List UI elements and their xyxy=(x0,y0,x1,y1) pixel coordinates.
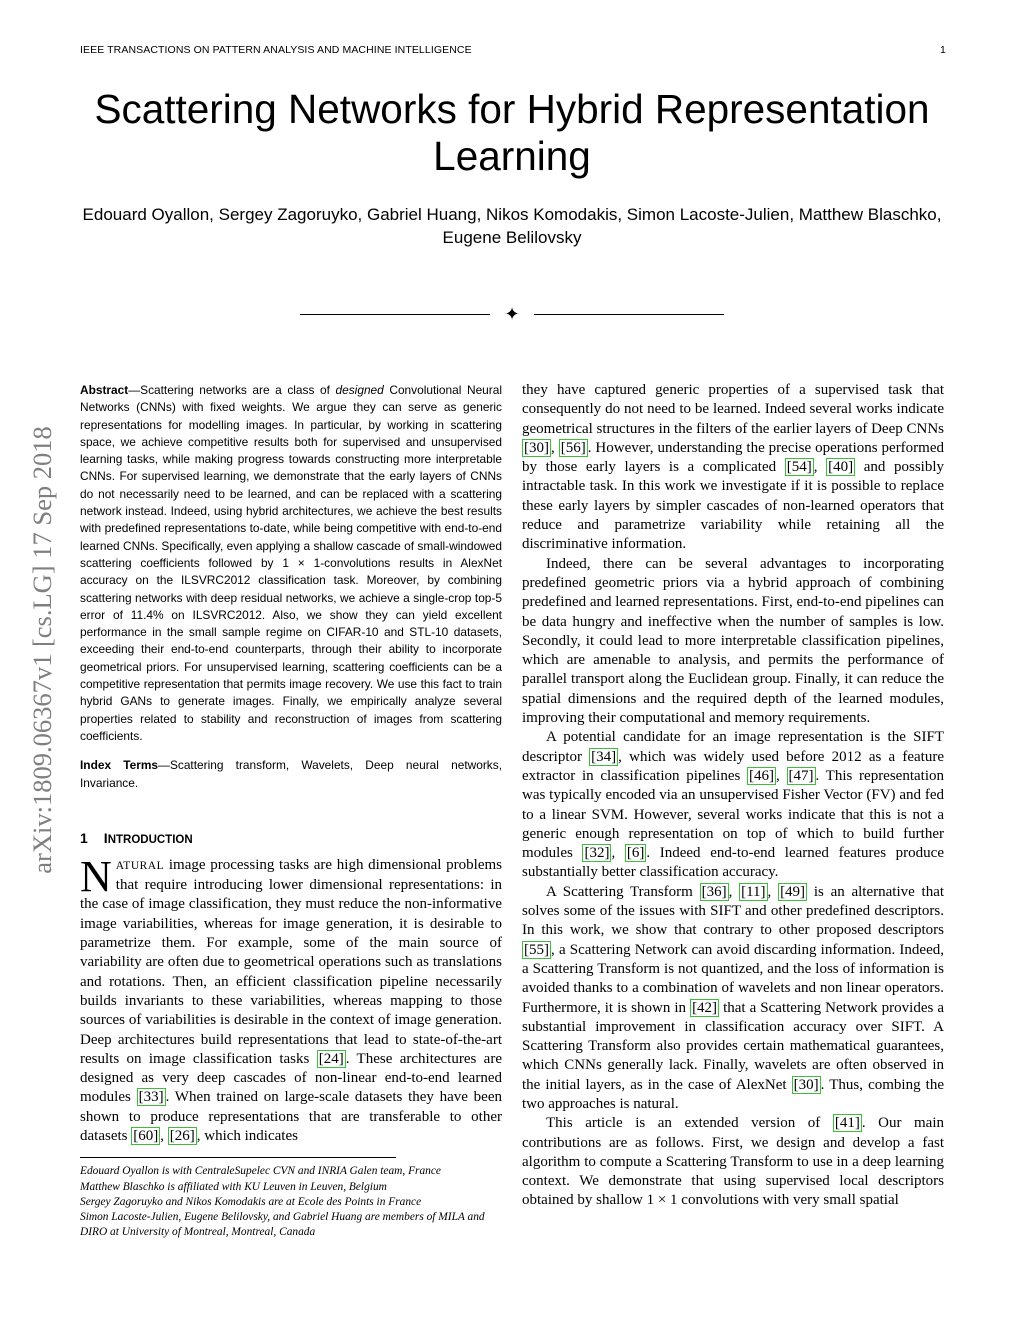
affiliation-footnote: Simon Lacoste-Julien, Eugene Belilovsky, and Gabriel Huang are members of MILA and DIRO at University of Montreal, Montreal, Canada xyxy=(80,1211,485,1239)
math-inline: 11.4% xyxy=(130,607,164,622)
citation-link[interactable]: [6] xyxy=(626,845,645,862)
intro-paragraph: NATURAL image processing tasks are high dimensional problems that require introducing lower dimensional representations: in the case of image classification, they must reduce the non-informative image variabilities, whereas for image generation, it is desirable to parametrize them. For example, some of the main source of variability are often due to geometrical operations such as translations and rotations. Then, an efficient classification pipeline necessarily builds invariants to these variabilities, whereas mapping to those sources of variabilities is desirable in the context of image generation. Deep architectures build representations that lead to state-of-the-art results on image classification tasks [24] . These architectures are designed as very deep cascades of non-linear end-to-end learned modules [33] . When trained on large-scale datasets they have been shown to produce representations that are transferable to other datasets [60] , [26] , which indicates xyxy=(80,851,502,1144)
citation-link[interactable]: [32] xyxy=(584,845,610,862)
citation-link[interactable]: [33] xyxy=(138,1089,164,1106)
citation-link[interactable]: [34] xyxy=(591,748,617,765)
journal-name: IEEE TRANSACTIONS ON PATTERN ANALYSIS AND MACHINE INTELLIGENCE xyxy=(80,44,472,56)
affiliation-footnote: Edouard Oyallon is with CentraleSupelec CVN and INRIA Galen team, France xyxy=(80,1165,441,1178)
section-heading-introduction: 1 INTRODUCTION xyxy=(80,829,193,846)
abstract-label: Abstract xyxy=(80,383,129,397)
arxiv-stamp: arXiv:1809.06367v1 [cs.LG] 17 Sep 2018 xyxy=(27,426,57,874)
abstract-emphasis: designed xyxy=(335,383,384,397)
running-header xyxy=(80,44,946,56)
index-terms: Index Terms—Scattering transform, Wavelets, Deep neural networks, Invariance. xyxy=(80,758,502,790)
page-number: 1 xyxy=(940,44,946,56)
abstract: Abstract—Scattering networks are a class of designed Convolutional Neural Networks (CNNs) with fixed weights. We argue they can serve as generic representations for modelling images. In particular, by working in scattering space, we achieve competitive results both for supervised and unsupervised learning tasks, while making progress towards constructing more interpretable CNNs. For supervised learning, we demonstrate that the early layers of CNNs do not necessarily need to be learned, and can be replaced with a scattering network instead. Indeed, using hybrid architectures, we achieve the best results with predefined representations to-date, while being competitive with end-to-end learned CNNs. Specifically, even applying a shallow cascade of small-windowed scattering coefficients followed by 1 × 1-convolutions results in AlexNet accuracy on the ILSVRC2012 classification task. Moreover, by combining scattering networks with deep residual networks, we achieve a single-crop top-5 error of 11.4% on ILSVRC2012. Also, we show they can yield excellent performance in the small sample regime on CIFAR-10 and STL-10 datasets, exceeding their end-to-end counterparts, through their ability to incorporate geometrical priors. For unsupervised learning, scattering coefficients can be a competitive representation that permits image recovery. We use this fact to train hybrid GANs to generate images. Finally, we empirically analyze several properties related to stability and reconstruction of images from scattering coefficients. xyxy=(80,383,503,743)
index-terms-label: Index Terms xyxy=(80,758,159,773)
left-column xyxy=(80,382,502,1241)
affiliation-footnote: Matthew Blaschko is affiliated with KU Leuven in Leuven, Belgium xyxy=(80,1180,387,1193)
separator-rule-right xyxy=(534,314,724,315)
citation-link[interactable]: [26] xyxy=(169,1127,195,1144)
title-separator xyxy=(300,303,724,325)
drop-cap: N xyxy=(80,851,112,901)
citation-link[interactable]: [30] xyxy=(793,1076,819,1093)
author-list: Edouard Oyallon, Sergey Zagoruyko, Gabriel Huang, Nikos Komodakis, Simon Lacoste-Julien, Matthew Blaschko, Eugene Belilovsky xyxy=(82,205,942,247)
body-paragraph: they have captured generic properties of a supervised task that consequently do not need to be learned. Indeed several works indicate geometrical structures in the filters of the earlier layers of Deep CNNs [30] , [56] . However, understanding the precise operations performed by those early layers is a complicated [54] , [40] and possibly intractable task. In this work we investigate if it is possible to replace these early layers by simpler cascades of non-learned operators that reduce and parametrize variability while retaining all the discriminative information. xyxy=(522,382,945,553)
affiliation-footnote: Sergey Zagoruyko and Nikos Komodakis are at Ecole des Points in France xyxy=(80,1195,422,1208)
citation-link[interactable]: [60] xyxy=(133,1127,159,1144)
citation-link[interactable]: [36] xyxy=(701,883,727,900)
separator-rule-left xyxy=(300,314,490,315)
citation-link[interactable]: [47] xyxy=(788,767,814,784)
citation-link[interactable]: [55] xyxy=(524,941,549,958)
body-paragraph: A potential candidate for an image representation is the SIFT descriptor [34] , which was widely used before 2012 as a feature extractor in classification pipelines [46] , [47] . This representation was typically encoded via an unsupervised Fisher Vector (FV) and fed to a linear SVM. However, several works indicate that this is not a generic enough representation on top of which to build further modules [32] , [6] . Indeed end-to-end learned features produce substantially better classification accuracy. xyxy=(522,729,945,881)
paper-title: Scattering Networks for Hybrid Representation Learning xyxy=(94,86,930,179)
footnote-rule xyxy=(80,1157,396,1158)
citation-link[interactable]: [41] xyxy=(834,1115,860,1132)
body-paragraph: This article is an extended version of [41] . Our main contributions are as follows. First, we design and develop a fast algorithm to compute a Scattering Transform to use in a deep learning context. We demonstrate that using supervised local descriptors obtained by shallow 1 × 1 convolutions with very small spatial xyxy=(522,1115,944,1209)
citation-link[interactable]: [42] xyxy=(692,999,718,1016)
math-inline: 1 × 1 xyxy=(646,1192,678,1209)
citation-link[interactable]: [56] xyxy=(560,439,586,456)
citation-link[interactable]: [40] xyxy=(828,459,854,476)
body-paragraph: A Scattering Transform [36] , [11] , [49] is an alternative that solves some of the issues with SIFT and other predefined descriptors. In this work, we show that contrary to other proposed descriptors [55] , a Scattering Network can avoid discarding information. Indeed, a Scattering Transform is not quantized, and the loss of information is avoided thanks to a combination of wavelets and non linear operators. Furthermore, it is shown in [42] that a Scattering Network provides a substantial improvement in classification accuracy over SIFT. A Scattering Transform also provides certain mathematical guarantees, which CNNs generally lack. Finally, wavelets are often observed in the initial layers, as in the case of AlexNet [30] . Thus, combing the two approaches is natural. xyxy=(522,883,945,1112)
citation-link[interactable]: [24] xyxy=(318,1050,344,1067)
diamond-icon: ✦ xyxy=(504,304,520,324)
citation-link[interactable]: [54] xyxy=(786,459,812,476)
citation-link[interactable]: [11] xyxy=(741,883,766,900)
citation-link[interactable]: [49] xyxy=(780,883,806,900)
citation-link[interactable]: [46] xyxy=(749,767,775,784)
body-paragraph: Indeed, there can be several advantages to incorporating predefined geometric priors via a hybrid approach of combining predefined and learned representations. First, end-to-end pipelines can be data hungry and ineffective when the number of samples is low. Secondly, it could lead to more interpretable classification pipelines, which are amenable to analysis, and permits the performance of parallel transport along the Euclidean group. Finally, it can reduce the spatial dimensions and the required depth of the learned modules, improving their computational and memory requirements. xyxy=(522,555,944,727)
math-inline: 1 × 1 xyxy=(282,555,321,570)
right-column xyxy=(522,381,944,1211)
citation-link[interactable]: [30] xyxy=(524,439,549,456)
